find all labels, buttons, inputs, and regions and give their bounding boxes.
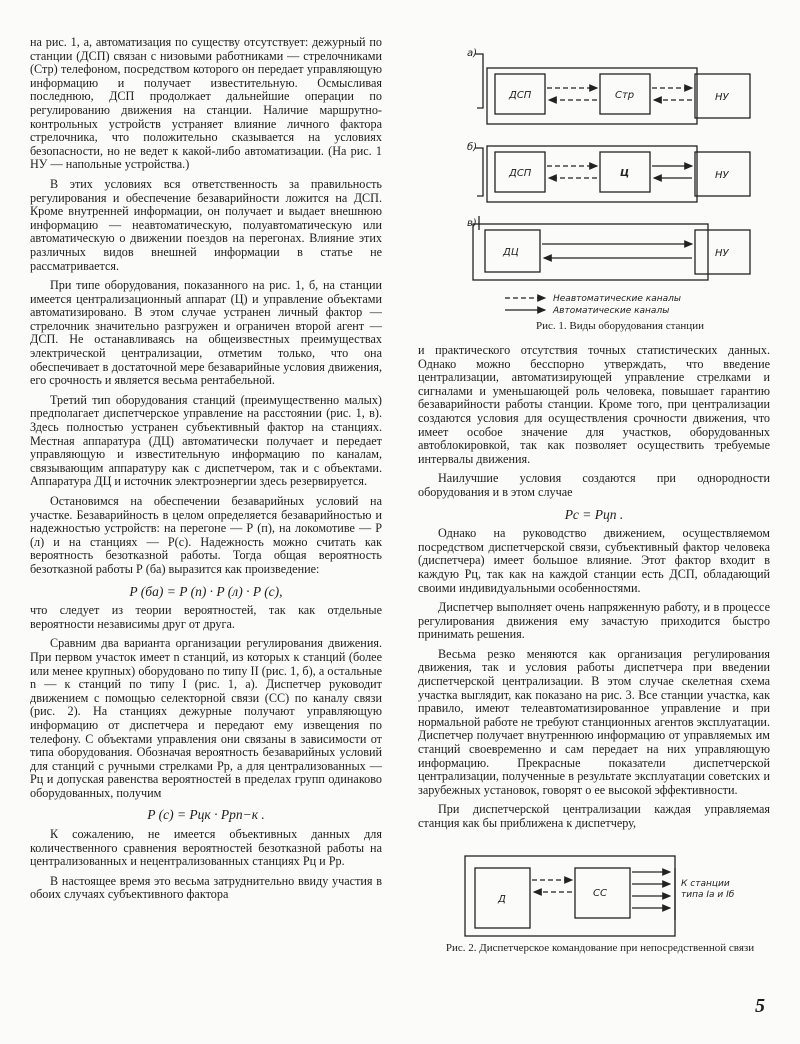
figure-1-caption: Рис. 1. Виды оборудования станции [536, 320, 704, 332]
label-b: б) [467, 142, 478, 153]
paragraph: Наилучшие условия создаются при однородности оборудования и в этом случае [418, 471, 770, 499]
left-column [30, 36, 382, 902]
box-nu-b: НУ [715, 170, 729, 181]
paragraph: При типе оборудования, показанного на рис. 1, б, на станции имеется централизационный аппарат (Ц) и управление объектами автоматизировано. В этом случае устранен личный фактор — стрелочник значительно разгружен и ограничен второй агент — ДСП. Не останавливаясь на общеизвестных преимуществах электрической централизации, отметим только, что она обеспечивает в достаточной мере безаварийные условия движения, его срочность и является весьма рентабельной. [30, 278, 382, 388]
paragraph: В этих условиях вся ответственность за правильность регулирования и обеспечение безаварийности ложится на ДСП. Кроме внутренней информации, он получает и выдает внешнюю информацию — неавтоматическую, полуавтоматическую или автоматическую о движении поездов на перегонах. Влияние этих различных видов внешней информации в статье не рассматривается. [30, 176, 382, 273]
box-d: Д [498, 894, 506, 905]
box-str: Стр [615, 90, 635, 101]
paragraph: Третий тип оборудования станций (преимущественно малых) предполагает диспетчерское управление на расстоянии (рис. 1, в). Здесь полностью устранен субъективный фактор на станциях. Местная аппаратура (ДЦ) автоматически получает и передает управляющую и известительную информацию по каналам, связывающим аппаратуру как с диспетчером, так и с объектами. Аппаратура ДЦ и источник электроэнергии здесь резервируется. [30, 392, 382, 489]
box-nu-a: НУ [715, 92, 729, 103]
out-label-1: К станции [681, 879, 730, 889]
formula-total-probability: P (ба) = P (п) · P (л) · P (с), [129, 583, 283, 599]
box-c: Ц [620, 168, 630, 179]
formula-uniform: Pс = Pцn . [564, 506, 624, 522]
paragraph: Однако на руководство движением, осуществляемом посредством диспетчерской связи, субъективный фактор человека (диспетчера) имеет большое влияние. Этот фактор входит в каждую Pц, так как на каждой станции есть ДСП, обладающий своими индивидуальными особенностями. [418, 526, 770, 595]
box-dsp-a: ДСП [509, 90, 532, 101]
paragraph: В настоящее время это весьма затруднительно ввиду участия в обоих случаях субъективного фактора [30, 873, 382, 902]
out-label-2: типа Iа и Iб [681, 890, 735, 900]
paragraph: и практического отсутствия точных статистических данных. Однако можно бесспорно утверждать, что введение централизации, автоматизирующей управление стрелками и сигналами и уменьшающей роль человека, повышает гарантию безаварийности работы станции. Кроме того, при централизации создаются условия для осуществления срочности движения, что имеет особое значение для участков, оборудованных автоблокировкой, так как позволяет осуществить требуемые интервалы движения. [418, 343, 770, 466]
paragraph: Сравним два варианта организации регулирования движения. При первом участок имеет n станций, из которых к станций (более или менее крупных) оборудовано по типу II (рис. 1, б), а остальные n — к станций по типу I (рис. 1, а). Диспетчер руководит движением с помощью селекторной связи (СС) по каналу связи (рис. 2). На станциях дежурные получают управляющую информацию от диспетчера и передают ему извещения по телефону. С объектами управления они связаны в зависимости от типа оборудования. Обозначая вероятность безаварийных условий для станций с ручными стрелками Pр, а для централизованных — Pц и допуская равенства вероятностей в пределах групп одинаково оборудованных, получим [30, 636, 382, 800]
figure-1-diagram [465, 46, 770, 336]
legend-nonauto: Неавтоматические каналы [553, 294, 681, 304]
paragraph: Весьма резко меняются как организация регулирования движения, так и условия работы диспетчера при введении диспетчерской централизации. В этом случае скелетная схема участка выглядит, как показано на рис. 3. Все станции участка, как правило, имеют телеавтоматизированное управление и при нормальной работе не требуют станционных агентов эксплуатации. Диспетчер получает внутреннюю информацию от управляемых им станций своевременно и сам передает на них управляющую информацию. Прекрасные показатели диспетчерской централизации, полученные в результате эксплуатации советских и зарубежных установок, говорят о ее высокой эффективности. [418, 646, 770, 797]
box-ss: СС [593, 888, 607, 899]
paragraph: К сожалению, не имеется объективных данных для количественного сравнения вероятностей безотказной работы на централизованных и нецентрализованных станциях Pц и Pр. [30, 827, 382, 869]
right-column [418, 344, 770, 831]
box-dsp-b: ДСП [509, 168, 532, 179]
label-v: в) [467, 218, 477, 229]
paragraph: При диспетчерской централизации каждая управляемая станция как бы приближена к диспетчеру, [418, 802, 770, 830]
legend-auto: Автоматические каналы [553, 306, 670, 316]
label-a: а) [467, 48, 478, 59]
formula-station-probability: P (с) = Pцк · Pрn−к . [147, 807, 265, 823]
box-dc: ДЦ [503, 247, 519, 258]
figure-2-diagram [425, 850, 775, 955]
box-nu-v: НУ [715, 248, 729, 259]
figure-2-caption: Рис. 2. Диспетчерское командование при непосредственной связи [445, 942, 755, 954]
page-number: 5 [755, 995, 765, 1017]
paragraph: что следует из теории вероятностей, так как отдельные вероятности независимы друг от друга. [30, 603, 382, 631]
paragraph: Остановимся на обеспечении безаварийных условий на участке. Безаварийность в целом определяется безаварийностью и надежностью устройств: на перегоне — Р (п), на локомотиве — Р (л) и на станциях — Р(с). Надежность можно считать как вероятность безотказной работы. Тогда общая вероятность безотказной работы Р (ба) выразится как произведение: [30, 494, 382, 576]
paragraph: Диспетчер выполняет очень напряженную работу, и в процессе регулирования движения ему зачастую приходится быстро принимать решения. [418, 600, 770, 642]
paragraph: на рис. 1, а, автоматизация по существу отсутствует: дежурный по станции (ДСП) связан с низовыми работниками — стрелочниками (Стр) телефоном, посредством которого он передает управляющую информацию и получает известительную. Осмысливая последнюю, ДСП продолжает дальнейшие операции по регулированию движения на станции. Наличие маршрутно-контрольных устройств устраняет влияние личного фактора стрелочника, что положительно сказывается на условиях безопасности, но не ведет к какой-либо автоматизации. (На рис. 1 НУ — напольные устройства.) [30, 35, 382, 172]
